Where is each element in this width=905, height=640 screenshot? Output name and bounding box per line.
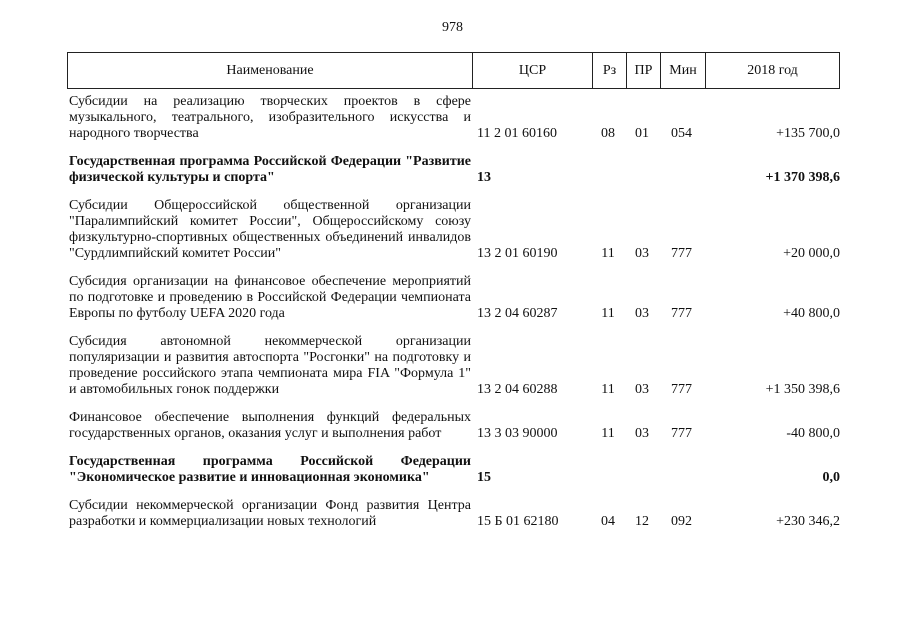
row-rz: 04 [601,514,615,529]
table-row [67,274,840,322]
table-row [67,198,840,262]
row-min: 054 [671,126,692,141]
row-rz: 11 [601,382,615,397]
row-pr: 03 [635,306,649,321]
table-row [67,498,840,530]
header-rz: Рз [593,53,627,88]
table-header [67,52,840,89]
row-rz: 11 [601,426,615,441]
row-amount: 0,0 [822,470,840,485]
table-row [67,94,840,142]
row-amount: +230 346,2 [776,514,840,529]
row-amount: +40 800,0 [783,306,840,321]
row-name: Государственная программа Российской Федерации "Экономическое развитие и инновационная экономика" [69,454,471,485]
table-row [67,410,840,442]
row-name: Субсидии Общероссийской общественной организации "Паралимпийский комитет России", Общероссийскому союзу физкультурно-спортивных общественных объединений инвалидов "Сурдлимпийский комитет России" [69,198,471,261]
row-csr: 13 2 01 60190 [477,246,558,261]
header-pr: ПР [627,53,661,88]
row-csr: 13 3 03 90000 [477,426,558,441]
row-name: Субсидии на реализацию творческих проектов в сфере музыкального, театрального, изобразительного искусства и народного творчества [69,94,471,141]
row-amount: +20 000,0 [783,246,840,261]
header-csr: ЦСР [473,53,593,88]
row-name: Государственная программа Российской Федерации "Развитие физической культуры и спорта" [69,154,471,185]
row-amount: +1 350 398,6 [765,382,840,397]
row-pr: 12 [635,514,649,529]
table-row [67,334,840,398]
row-pr: 03 [635,382,649,397]
row-name: Финансовое обеспечение выполнения функций федеральных государственных органов, оказания услуг и выполнения работ [69,410,471,441]
row-amount: +135 700,0 [776,126,840,141]
row-csr: 15 Б 01 62180 [477,514,559,529]
row-pr: 03 [635,426,649,441]
table-row-program [67,454,840,486]
page-number: 978 [442,20,463,35]
header-year: 2018 год [747,62,798,78]
row-min: 777 [671,426,692,441]
row-name: Субсидия организации на финансовое обеспечение мероприятий по подготовке и проведению в Российской Федерации чемпионата Европы по футболу UEFA 2020 года [69,274,471,321]
row-csr: 15 [477,470,491,485]
row-name: Субсидии некоммерческой организации Фонд развития Центра разработки и коммерциализации новых технологий [69,498,471,529]
row-pr: 01 [635,126,649,141]
row-csr: 13 2 04 60287 [477,306,558,321]
row-name: Субсидия автономной некоммерческой организации популяризации и развития автоспорта "Росгонки" на подготовку и проведение российского этапа чемпионата мира FIA "Формула 1" и автомобильных гонок поддержки [69,334,471,397]
row-min: 777 [671,382,692,397]
row-rz: 08 [601,126,615,141]
row-min: 777 [671,246,692,261]
row-csr: 13 [477,170,491,185]
table-row-program [67,154,840,186]
row-pr: 03 [635,246,649,261]
row-min: 092 [671,514,692,529]
row-amount: +1 370 398,6 [765,170,840,185]
row-csr: 11 2 01 60160 [477,126,557,141]
table-body [67,94,840,542]
row-rz: 11 [601,246,615,261]
row-min: 777 [671,306,692,321]
row-rz: 11 [601,306,615,321]
header-name: Наименование [68,53,473,88]
row-csr: 13 2 04 60288 [477,382,558,397]
header-min: Мин [661,53,706,88]
row-amount: -40 800,0 [786,426,840,441]
